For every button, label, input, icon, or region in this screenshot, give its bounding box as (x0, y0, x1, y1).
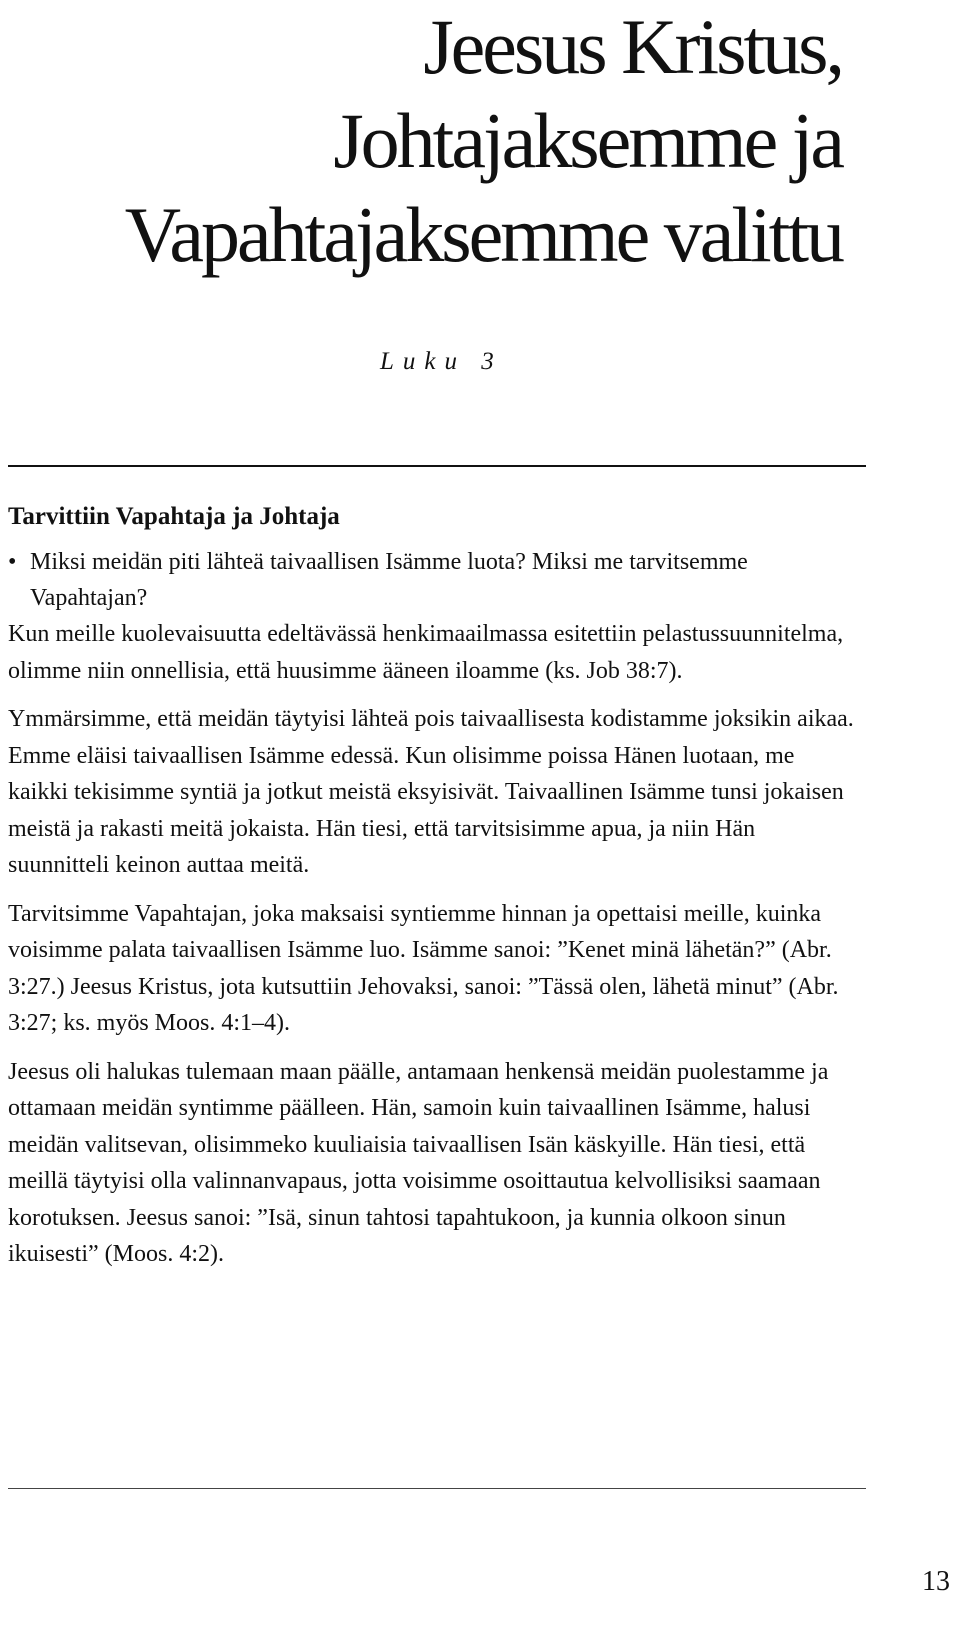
discussion-question-text: Miksi meidän piti lähteä taivaallisen Isämme luota? Miksi me tarvitsemme Vapahtajan? (30, 549, 748, 611)
section-body (8, 500, 866, 1285)
chapter-title (22, 0, 842, 282)
discussion-question (8, 544, 866, 616)
paragraph-1: Kun meille kuolevaisuutta edeltävässä henkimaailmassa esitettiin pelastussuunnitelma, olimme niin onnellisia, että huusimme ääneen iloamme (ks. Job 38:7). (8, 621, 844, 684)
paragraph-3: Tarvitsimme Vapahtajan, joka maksaisi syntiemme hinnan ja opettaisi meille, kuinka voisimme palata taivaallisen Isämme luo. Isämme sanoi: ”Kenet minä lähetän?” (Abr. 3:27.) Jeesus Kristus, jota kutsuttiin Jehovaksi, sanoi: ”Tässä olen, lähetä minut” (Abr. 3:27; ks. myös Moos. 4:1–4). (8, 900, 839, 1036)
chapter-label: Luku 3 (380, 348, 503, 375)
chapter-title-line-1: Jeesus Kristus, (423, 3, 842, 90)
chapter-title-line-3: Vapahtajaksemme valittu (124, 191, 842, 278)
page-number: 13 (922, 1566, 950, 1597)
footer-divider (8, 1488, 866, 1489)
bullet-icon: • (8, 549, 17, 575)
section-heading: Tarvittiin Vapahtaja ja Johtaja (8, 503, 340, 530)
paragraph-4: Jeesus oli halukas tulemaan maan päälle, antamaan henkensä meidän puolestamme ja ottamaan meidän syntimme päälleen. Hän, samoin kuin taivaallinen Isämme, halusi meidän valitsevan, olisimmeko kuuliaisia taivaallisen Isän käskyille. Hän tiesi, että meillä täytyisi olla valinnanvapaus, jotta voisimme osoittautua kelvollisiksi saamaan korotuksen. Jeesus sanoi: ”Isä, sinun tahtosi tapahtukoon, ja kunnia olkoon sinun ikuisesti” (Moos. 4:2). (8, 1058, 829, 1267)
title-divider (8, 465, 866, 467)
paragraph-2: Ymmärsimme, että meidän täytyisi lähteä pois taivaallisesta kodistamme joksikin aikaa. Emme eläisi taivaallisen Isämme edessä. Kun olisimme poissa Hänen luotaan, me kaikki tekisimme syntiä ja jotkut meistä eksyisivät. Taivaallinen Isämme tunsi jokaisen meistä ja rakasti meitä jokaista. Hän tiesi, että tarvitsisimme apua, ja niin Hän suunnitteli keinon auttaa meitä. (8, 706, 854, 878)
chapter-title-line-2: Johtajaksemme ja (333, 97, 842, 184)
